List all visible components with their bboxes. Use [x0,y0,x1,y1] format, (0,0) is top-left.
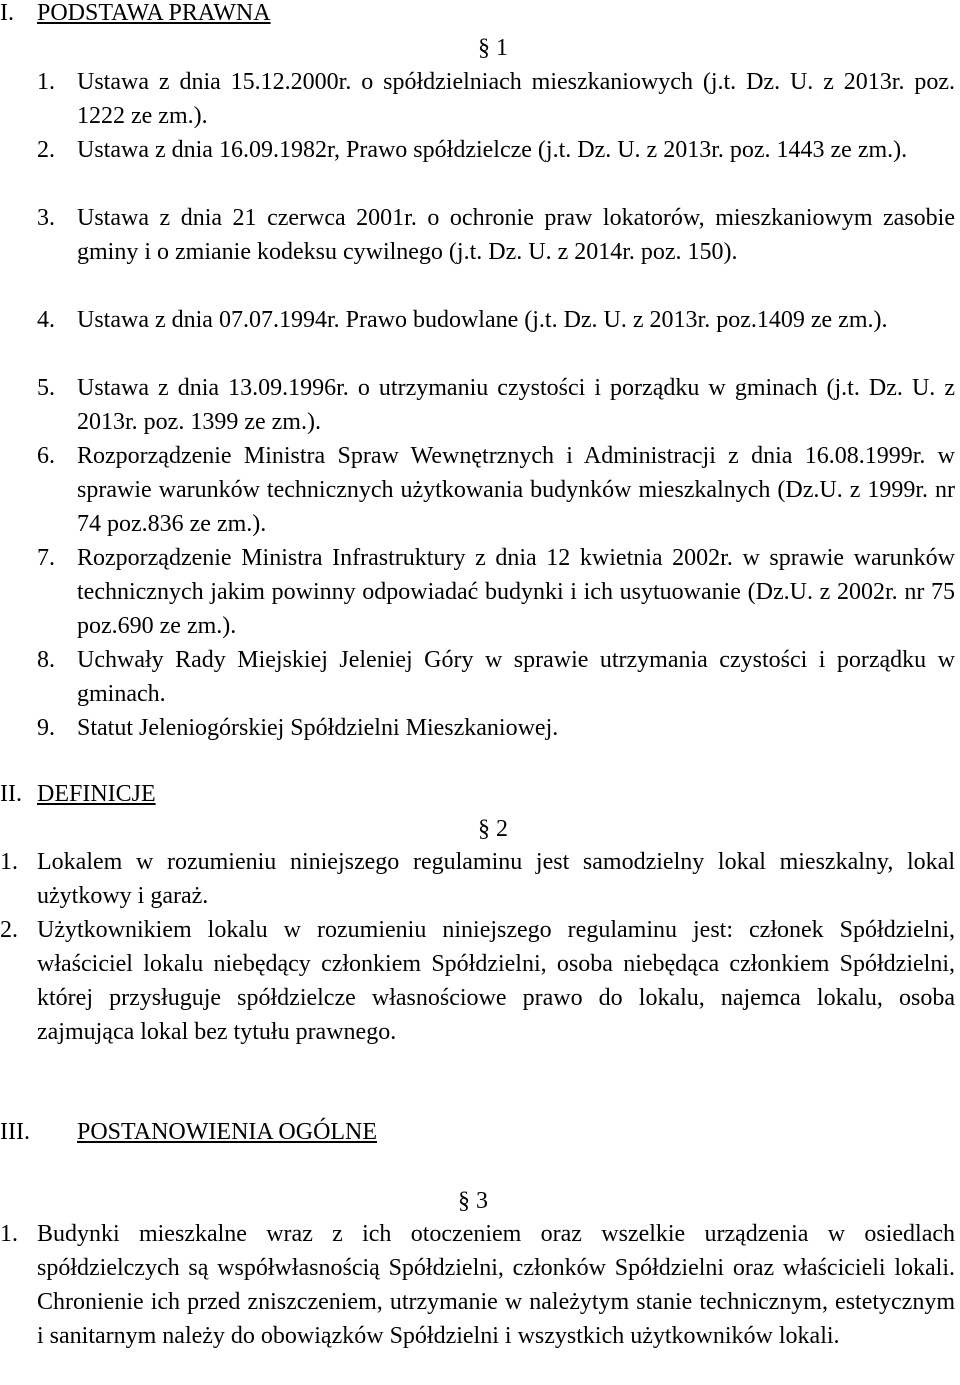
item-text: Budynki mieszkalne wraz z ich otoczeniem oraz wszelkie urządzenia w osiedlach spółdzielczych są współwłasnością Spółdzielni, członków Spółdzielni oraz właścicieli lokali. Chronienie ich przed zniszczeniem, utrzymanie w należytym stanie technicznym, estetycznym i sanitarnym należy do obowiązków Spółdzielni i wszystkich użytkowników lokali. [37,1221,955,1349]
item-text: Statut Jeleniogórskiej Spółdzielni Mieszkaniowej. [77,715,559,741]
section-number: II. [0,781,22,807]
list-item [37,303,955,337]
item-number: 1. [0,1221,18,1247]
item-number: 8. [37,647,55,673]
item-text: Rozporządzenie Ministra Infrastruktury z dnia 12 kwietnia 2002r. w sprawie warunków technicznych jakim powinny odpowiadać budynki i ich usytuowanie (Dz.U. z 2002r. nr 75 poz.690 ze zm.). [77,545,955,639]
list-item [37,643,955,711]
item-text: Ustawa z dnia 21 czerwca 2001r. o ochronie praw lokatorów, mieszkaniowym zasobie gminy i o zmianie kodeksu cywilnego (j.t. Dz. U. z 2014r. poz. 150). [77,205,955,265]
item-number: 2. [37,137,55,163]
item-text: Użytkownikiem lokalu w rozumieniu niniejszego regulaminu jest: członek Spółdzielni, właściciel lokalu niebędący członkiem Spółdzielni, osoba niebędąca członkiem Spółdzielni, której przysługuje spółdzielcze własnościowe prawo do lokalu, najemca lokalu, osoba zajmująca lokal bez tytułu prawnego. [37,917,955,1045]
item-number: 2. [0,917,18,943]
item-text: Ustawa z dnia 15.12.2000r. o spółdzielniach mieszkaniowych (j.t. Dz. U. z 2013r. poz. 1222 ze zm.). [77,69,955,129]
definition-text [37,1217,955,1353]
item-text: Rozporządzenie Ministra Spraw Wewnętrznych i Administracji z dnia 16.08.1999r. w sprawie warunków technicznych użytkowania budynków mieszkalnych (Dz.U. z 1999r. nr 74 poz.836 ze zm.). [77,443,955,537]
item-text: Ustawa z dnia 07.07.1994r. Prawo budowlane (j.t. Dz. U. z 2013r. poz.1409 ze zm.). [77,307,888,333]
paragraph-mark: § 2 [478,816,508,842]
item-number: 7. [37,545,55,571]
item-text: Lokalem w rozumieniu niniejszego regulaminu jest samodzielny lokal mieszkalny, lokal użytkowy i garaż. [37,849,955,909]
list-item [37,541,955,643]
list-item [37,65,955,133]
section-heading-2 [0,777,156,811]
section-number: III. [0,1119,30,1145]
list-item [37,133,955,167]
item-text: Ustawa z dnia 16.09.1982r, Prawo spółdzielcze (j.t. Dz. U. z 2013r. poz. 1443 ze zm.). [77,137,908,163]
section-number: I. [0,0,14,26]
section-heading-1 [0,0,271,30]
item-number: 1. [37,69,55,95]
paragraph-mark: § 1 [478,35,508,61]
list-item [37,201,955,269]
item-number: 1. [0,849,18,875]
section-title: POSTANOWIENIA OGÓLNE [77,1119,378,1145]
section-title: PODSTAWA PRAWNA [37,0,271,26]
list-item [37,711,955,745]
paragraph-mark: § 3 [458,1188,488,1214]
list-item [37,371,955,439]
definition-text [37,845,955,913]
item-text: Ustawa z dnia 13.09.1996r. o utrzymaniu czystości i porządku w gminach (j.t. Dz. U. z 2013r. poz. 1399 ze zm.). [77,375,955,435]
item-number: 4. [37,307,55,333]
item-number: 5. [37,375,55,401]
item-number: 6. [37,443,55,469]
section-title: DEFINICJE [37,781,156,807]
item-number: 3. [37,205,55,231]
definition-text [37,913,955,1049]
list-item [37,439,955,541]
item-text: Uchwały Rady Miejskiej Jeleniej Góry w sprawie utrzymania czystości i porządku w gminach. [77,647,955,707]
section-heading-3 [0,1115,377,1149]
item-number: 9. [37,715,55,741]
